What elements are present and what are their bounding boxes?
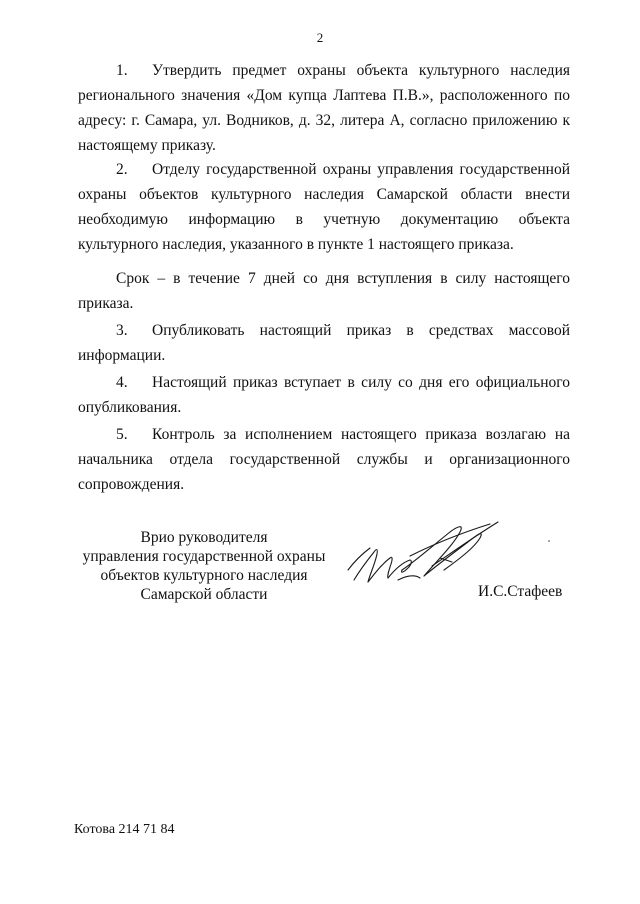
executor-contact: Котова 214 71 84 xyxy=(74,822,175,837)
paragraph-number: 2. xyxy=(116,161,128,178)
paragraph-number: 5. xyxy=(116,426,128,443)
paragraph-text: Опубликовать настоящий приказ в средствах массовой информации. xyxy=(78,322,570,364)
signatory-title xyxy=(70,528,338,604)
signer-name: И.С.Стафеев xyxy=(478,583,563,600)
paragraph-item-5 xyxy=(78,422,570,497)
page-number: 2 xyxy=(316,30,324,45)
paragraph-text: Настоящий приказ вступает в силу со дня его официального опубликования. xyxy=(78,374,570,416)
paragraph-number: 1. xyxy=(116,62,128,79)
signatory-title-line: Самарской области xyxy=(140,586,268,603)
paragraph-item-2 xyxy=(78,157,570,257)
paragraph-text: Отделу государственной охраны управления государственной охраны объектов культурного наследия Самарской области внести необходимую информацию в учетную документацию объекта культурного наследия, указанного в пункте 1 настоящего приказа. xyxy=(78,161,570,253)
signatory-title-line: управления государственной охраны xyxy=(82,548,326,565)
signatory-title-line: объектов культурного наследия xyxy=(100,567,308,584)
paragraph-number: 3. xyxy=(116,322,128,339)
paragraph-item-3 xyxy=(78,318,570,368)
paragraph-number: 4. xyxy=(116,374,128,391)
paragraph-text: Утвердить предмет охраны объекта культурного наследия регионального значения «Дом купца Лаптева П.В.», расположенного по адресу: г. Самара, ул. Водников, д. 32, литера А, согласно приложению к настоящему приказу. xyxy=(78,62,570,154)
paragraph-text: Контроль за исполнением настоящего приказа возлагаю на начальника отдела государственной службы и организационного сопровождения. xyxy=(78,426,570,493)
paragraph-item-4 xyxy=(78,370,570,420)
paragraph-item-1 xyxy=(78,58,570,158)
scan-mark xyxy=(548,540,550,542)
paragraph-text: Срок – в течение 7 дней со дня вступления в силу настоящего приказа. xyxy=(78,270,570,312)
paragraph-deadline xyxy=(78,266,570,316)
signatory-title-line: Врио руководителя xyxy=(140,529,268,546)
